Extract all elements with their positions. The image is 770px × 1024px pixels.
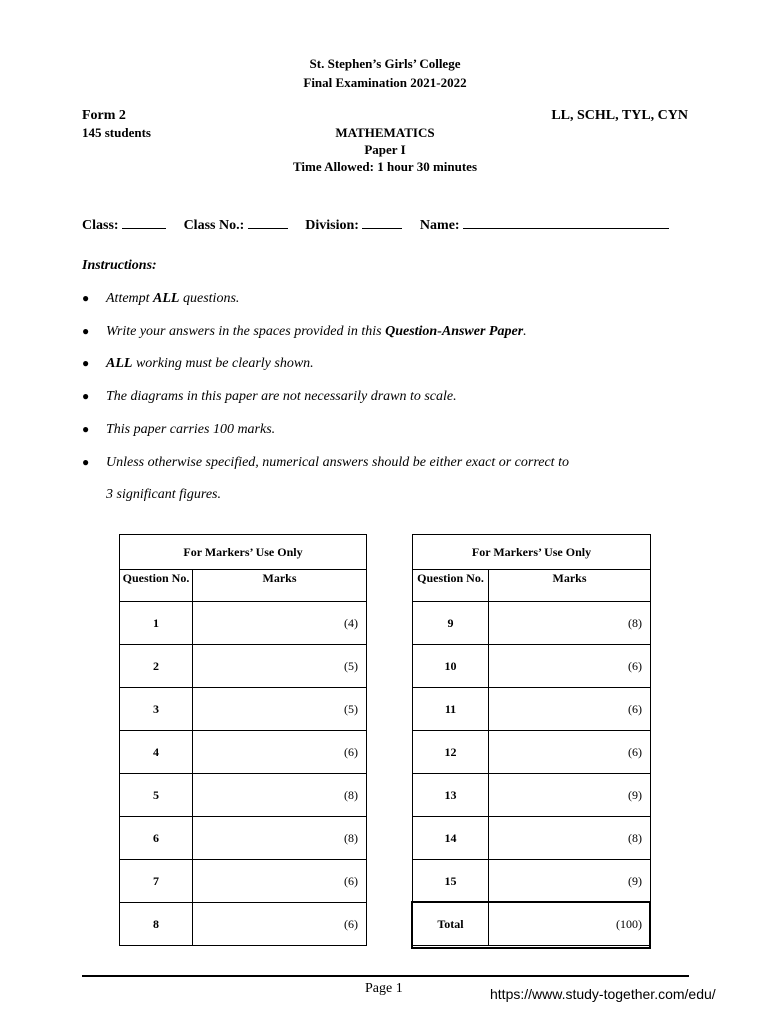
bullet-icon: ● [82, 324, 90, 338]
table-row [120, 817, 367, 860]
division-label: Division: [305, 218, 359, 233]
total-label: Total [413, 903, 489, 946]
name-blank[interactable] [463, 216, 669, 229]
class-no-label: Class No.: [183, 218, 245, 233]
table-row [413, 774, 651, 817]
marks-cell[interactable]: (6) [193, 731, 367, 774]
question-number: 10 [413, 645, 489, 688]
instruction-continuation: 3 significant figures. [106, 487, 221, 502]
table-row [413, 688, 651, 731]
question-number: 11 [413, 688, 489, 731]
students-count: 145 students [82, 125, 151, 140]
class-label: Class: [82, 218, 119, 233]
question-number: 1 [120, 602, 193, 645]
paper-title: Paper I [364, 142, 406, 157]
markers-table-left [119, 534, 367, 946]
marks-cell[interactable]: (8) [193, 817, 367, 860]
marks-cell[interactable]: (9) [489, 860, 651, 903]
division-blank[interactable] [362, 216, 402, 229]
table-row [120, 645, 367, 688]
table-row [120, 602, 367, 645]
bullet-icon: ● [82, 422, 90, 436]
table-row [120, 688, 367, 731]
question-number: 5 [120, 774, 193, 817]
form-label: Form 2 [82, 108, 126, 123]
marks-cell[interactable]: (6) [489, 645, 651, 688]
markers-table-right [412, 534, 651, 946]
total-row [413, 903, 651, 946]
bullet-icon: ● [82, 291, 90, 305]
question-number: 12 [413, 731, 489, 774]
table-row [413, 731, 651, 774]
table-row [120, 903, 367, 946]
marks-cell[interactable]: (5) [193, 688, 367, 731]
table-row [413, 860, 651, 903]
marks-cell[interactable]: (8) [489, 602, 651, 645]
question-number: 9 [413, 602, 489, 645]
marks-cell[interactable]: (6) [193, 903, 367, 946]
col-header-marks: Marks [489, 570, 651, 602]
marks-cell[interactable]: (6) [193, 860, 367, 903]
question-number: 13 [413, 774, 489, 817]
col-header-question: Question No. [413, 570, 489, 602]
school-name: St. Stephen’s Girls’ College [309, 56, 461, 71]
question-number: 6 [120, 817, 193, 860]
marks-cell[interactable]: (5) [193, 645, 367, 688]
marks-cell[interactable]: (6) [489, 731, 651, 774]
marks-cell[interactable]: (8) [489, 817, 651, 860]
markers-table-title: For Markers’ Use Only [120, 535, 367, 570]
name-label: Name: [419, 218, 460, 233]
table-row [413, 645, 651, 688]
marks-cell[interactable]: (6) [489, 688, 651, 731]
col-header-marks: Marks [193, 570, 367, 602]
table-row [413, 817, 651, 860]
subject-title: MATHEMATICS [335, 125, 435, 140]
question-number: 7 [120, 860, 193, 903]
table-row [120, 860, 367, 903]
question-number: 2 [120, 645, 193, 688]
markers-table-title: For Markers’ Use Only [413, 535, 651, 570]
question-number: 3 [120, 688, 193, 731]
question-number: 8 [120, 903, 193, 946]
marks-cell[interactable]: (9) [489, 774, 651, 817]
table-row [413, 602, 651, 645]
class-no-blank[interactable] [248, 216, 288, 229]
bullet-icon: ● [82, 356, 90, 370]
total-marks-cell[interactable]: (100) [489, 903, 651, 946]
bullet-icon: ● [82, 455, 90, 469]
marks-cell[interactable]: (8) [193, 774, 367, 817]
table-row [120, 731, 367, 774]
footer-rule [82, 975, 689, 977]
source-url: https://www.study-together.com/edu/ [490, 986, 716, 1002]
question-number: 15 [413, 860, 489, 903]
question-number: 14 [413, 817, 489, 860]
time-allowed: Time Allowed: 1 hour 30 minutes [292, 159, 478, 174]
class-blank[interactable] [122, 216, 166, 229]
instructions-title: Instructions: [82, 258, 157, 273]
teacher-codes: LL, SCHL, TYL, CYN [551, 108, 688, 123]
exam-title: Final Examination 2021-2022 [303, 75, 467, 90]
marks-cell[interactable]: (4) [193, 602, 367, 645]
student-info-row [82, 216, 669, 234]
table-row [120, 774, 367, 817]
question-number: 4 [120, 731, 193, 774]
col-header-question: Question No. [120, 570, 193, 602]
page-number: Page 1 [365, 981, 403, 996]
bullet-icon: ● [82, 389, 90, 403]
